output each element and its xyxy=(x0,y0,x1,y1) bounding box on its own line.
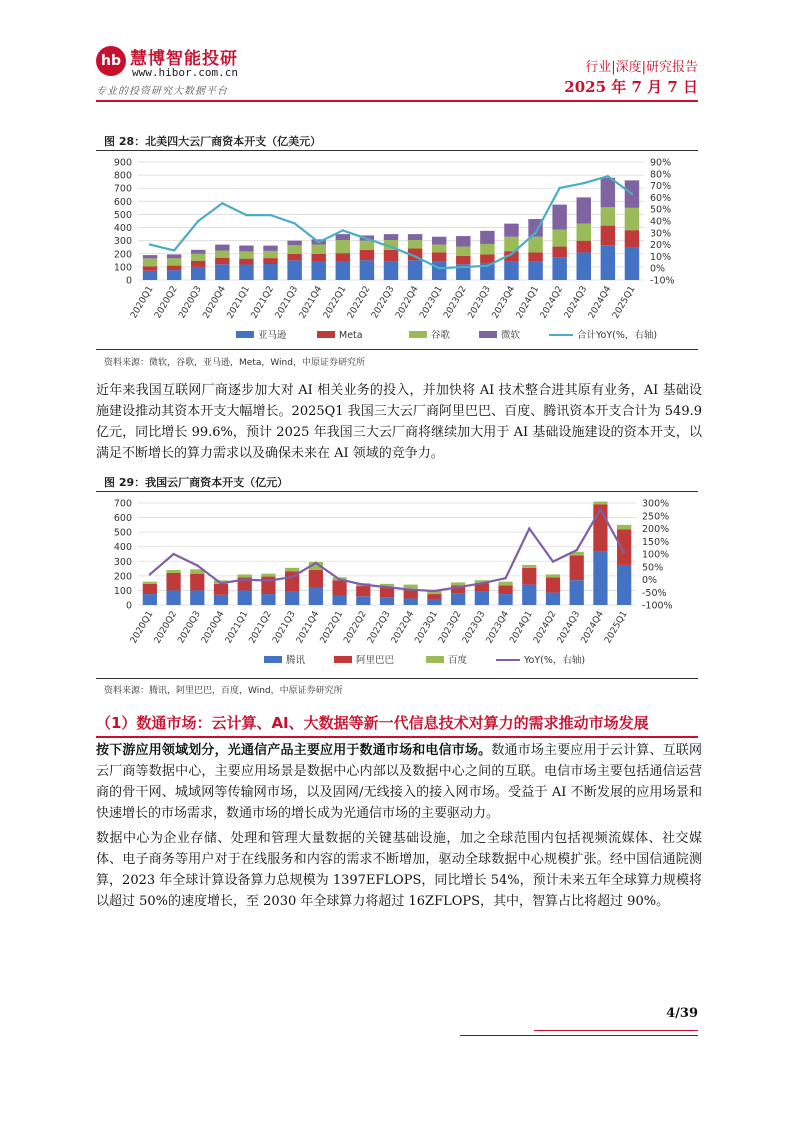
bar-2-2024Q1 xyxy=(522,565,536,568)
bar-2-2025Q1 xyxy=(617,525,631,529)
y-tick-label: 100 xyxy=(113,585,132,597)
x-tick-label: 2021Q3 xyxy=(271,609,298,646)
y2-tick-label: 150% xyxy=(642,536,670,548)
bar-2-2020Q1 xyxy=(143,582,157,584)
x-tick-label: 2022Q1 xyxy=(318,609,346,646)
y2-tick-label: 100% xyxy=(642,549,670,561)
figure28-title: 图 28：北美四大云厂商资本开支（亿美元） xyxy=(104,135,322,148)
bar-0-2021Q2 xyxy=(261,594,275,605)
bar-2-2023Q3 xyxy=(480,244,494,254)
legend-swatch xyxy=(317,331,335,338)
legend-label: 亚马逊 xyxy=(258,330,287,341)
yoy-point-2021Q3 xyxy=(293,222,295,224)
section-divider xyxy=(96,736,698,738)
bar-0-2024Q1 xyxy=(522,585,536,605)
bar-3-2022Q4 xyxy=(408,234,422,240)
bar-3-2020Q2 xyxy=(167,254,181,258)
yoy-point-2024Q1 xyxy=(534,232,536,234)
bar-1-2020Q2 xyxy=(166,573,180,590)
y-tick-label: 100 xyxy=(113,262,132,274)
paragraph-2-body: 数通市场主要应用于云计算、互联网云厂商等数据中心，主要应用场景是数据中心内部以及数据中心之间的互联。电信市场主要包括通信运营商的骨干网、城域网等传输网市场，以及固网/无线接入的接入网市场。受益于 AI 不断发展的应用场景和快速增长的市场需求，数通市场的增长成为光通信市场的主要驱动力。 xyxy=(96,743,702,821)
bar-1-2021Q3 xyxy=(287,254,301,261)
legend-label: 谷歌 xyxy=(431,330,451,341)
bar-0-2024Q4 xyxy=(593,551,607,605)
yoy-point-2020Q1 xyxy=(149,573,151,575)
bar-1-2020Q1 xyxy=(143,584,157,594)
bar-3-2023Q4 xyxy=(504,224,518,237)
y2-tick-label: -10% xyxy=(650,275,675,287)
bar-2-2023Q2 xyxy=(456,247,470,256)
bar-2-2020Q2 xyxy=(167,258,181,265)
logo-slogan: 专业的投资研究大数据平台 xyxy=(96,86,228,97)
bar-2-2022Q4 xyxy=(408,240,422,249)
yoy-point-2020Q2 xyxy=(173,249,175,251)
bar-0-2021Q2 xyxy=(263,264,277,280)
y2-tick-label: 70% xyxy=(650,181,672,193)
y2-tick-label: 60% xyxy=(650,192,672,204)
x-tick-label: 2020Q2 xyxy=(153,284,180,321)
bar-0-2020Q3 xyxy=(191,267,205,280)
bar-0-2020Q3 xyxy=(190,590,204,605)
yoy-point-2020Q3 xyxy=(196,564,198,566)
bar-1-2022Q2 xyxy=(356,586,370,596)
bar-1-2020Q3 xyxy=(190,574,204,591)
y-tick-label: 200 xyxy=(113,571,132,583)
bar-1-2025Q1 xyxy=(617,529,631,565)
legend-swatch xyxy=(479,331,497,338)
y-tick-label: 900 xyxy=(113,157,132,169)
bar-0-2020Q2 xyxy=(167,270,181,280)
yoy-point-2023Q1 xyxy=(433,590,435,592)
bar-1-2024Q3 xyxy=(570,555,584,580)
yoy-point-2022Q1 xyxy=(338,578,340,580)
bar-0-2022Q4 xyxy=(408,260,422,280)
bar-2-2021Q4 xyxy=(311,245,325,254)
x-tick-label: 2024Q1 xyxy=(508,609,535,646)
x-tick-label: 2025Q1 xyxy=(603,609,630,646)
bar-0-2024Q3 xyxy=(570,580,584,605)
y-tick-label: 400 xyxy=(113,223,132,235)
x-tick-label: 2020Q1 xyxy=(128,609,156,646)
bar-0-2025Q1 xyxy=(617,565,631,605)
yoy-point-2023Q3 xyxy=(486,265,488,267)
y-tick-label: 0 xyxy=(125,275,132,287)
bar-1-2024Q3 xyxy=(577,241,591,253)
bar-0-2023Q4 xyxy=(498,594,512,605)
yoy-point-2025Q1 xyxy=(623,552,625,554)
figure28-bottom-rule xyxy=(96,349,698,350)
x-tick-label: 2021Q2 xyxy=(247,609,275,646)
bar-2-2021Q3 xyxy=(287,245,301,254)
logo-url[interactable]: www.hibor.com.cn xyxy=(132,66,238,79)
bar-1-2022Q3 xyxy=(380,588,394,598)
report-date: 2025 年 7 月 7 日 xyxy=(564,78,698,96)
bar-1-2025Q1 xyxy=(625,230,639,248)
bar-3-2024Q3 xyxy=(577,197,591,223)
legend-label: 阿里巴巴 xyxy=(356,655,395,666)
yoy-point-2020Q4 xyxy=(221,202,223,204)
bar-1-2020Q3 xyxy=(191,261,205,267)
bar-2-2023Q4 xyxy=(498,582,512,586)
bar-2-2020Q3 xyxy=(191,254,205,261)
x-tick-label: 2024Q4 xyxy=(579,609,607,646)
y-tick-label: 800 xyxy=(113,170,132,182)
bar-0-2021Q3 xyxy=(285,592,299,605)
bar-0-2021Q1 xyxy=(238,590,252,605)
bar-3-2023Q2 xyxy=(456,236,470,246)
figure28-top-rule xyxy=(96,150,698,151)
y2-tick-label: 200% xyxy=(642,524,670,535)
bar-0-2023Q1 xyxy=(427,600,441,605)
bar-1-2024Q1 xyxy=(528,252,542,261)
bar-2-2021Q1 xyxy=(239,251,253,258)
bar-2-2021Q3 xyxy=(285,568,299,572)
y-tick-label: 400 xyxy=(113,542,132,554)
page-number: 4/39 xyxy=(666,1006,698,1021)
legend-label: 腾讯 xyxy=(286,655,306,666)
x-tick-label: 2022Q3 xyxy=(366,609,393,646)
bar-0-2023Q1 xyxy=(432,262,446,280)
yoy-point-2023Q4 xyxy=(504,577,506,579)
x-tick-label: 2021Q1 xyxy=(223,609,251,646)
figure29-bottom-rule xyxy=(96,678,698,679)
yoy-point-2021Q1 xyxy=(244,578,246,580)
bar-0-2025Q1 xyxy=(625,248,639,280)
x-tick-label: 2021Q2 xyxy=(249,284,277,321)
y-tick-label: 500 xyxy=(113,209,132,221)
logo-name: 慧博智能投研 xyxy=(130,49,238,69)
bar-3-2024Q4 xyxy=(601,178,615,208)
bar-3-2021Q2 xyxy=(263,246,277,251)
bar-2-2023Q1 xyxy=(432,245,446,253)
yoy-point-2020Q2 xyxy=(172,553,174,555)
bar-0-2023Q4 xyxy=(504,262,518,280)
paragraph-2-lead: 按下游应用领域划分，光通信产品主要应用于数通市场和电信市场。 xyxy=(96,743,492,758)
bar-0-2020Q1 xyxy=(143,271,157,280)
yoy-point-2022Q3 xyxy=(386,586,388,588)
bar-1-2023Q4 xyxy=(498,585,512,594)
paragraph-2 xyxy=(96,740,702,824)
yoy-point-2024Q4 xyxy=(599,508,601,510)
yoy-point-2021Q4 xyxy=(315,562,317,564)
yoy-point-2022Q4 xyxy=(414,255,416,257)
y-tick-label: 500 xyxy=(113,527,132,539)
figure28-source: 资料来源：微软，谷歌，亚马逊，Meta，Wind，中原证券研究所 xyxy=(104,358,365,368)
yoy-point-2022Q3 xyxy=(390,246,392,248)
yoy-point-2022Q4 xyxy=(410,589,412,591)
yoy-point-2025Q1 xyxy=(631,193,633,195)
bar-0-2024Q4 xyxy=(601,245,615,280)
figure29-chart xyxy=(96,493,698,677)
y2-tick-label: -100% xyxy=(642,600,673,612)
yoy-point-2022Q2 xyxy=(366,238,368,240)
bar-0-2024Q3 xyxy=(577,252,591,280)
x-tick-label: 2020Q1 xyxy=(129,284,156,321)
bar-0-2022Q4 xyxy=(404,598,418,605)
yoy-point-2020Q4 xyxy=(220,582,222,584)
x-tick-label: 2023Q2 xyxy=(442,284,469,321)
y2-tick-label: 30% xyxy=(650,228,672,240)
x-tick-label: 2022Q4 xyxy=(394,284,421,321)
x-tick-label: 2024Q2 xyxy=(532,609,559,646)
bar-0-2020Q2 xyxy=(166,590,180,605)
x-tick-label: 2023Q4 xyxy=(484,609,512,646)
bar-3-2022Q3 xyxy=(384,234,398,240)
bar-1-2023Q1 xyxy=(427,594,441,600)
x-tick-label: 2024Q4 xyxy=(586,284,614,321)
bar-3-2020Q4 xyxy=(215,245,229,251)
bar-0-2021Q1 xyxy=(239,265,253,280)
x-tick-label: 2021Q4 xyxy=(294,609,322,646)
bar-3-2022Q1 xyxy=(336,234,350,240)
y2-tick-label: 300% xyxy=(642,498,670,510)
y-tick-label: 700 xyxy=(113,183,132,195)
x-tick-label: 2023Q3 xyxy=(466,284,493,321)
yoy-point-2020Q1 xyxy=(149,243,151,245)
bar-2-2020Q4 xyxy=(215,251,229,258)
legend-swatch xyxy=(236,331,254,338)
x-tick-label: 2023Q1 xyxy=(413,609,441,646)
bar-1-2023Q2 xyxy=(456,256,470,265)
y-tick-label: 200 xyxy=(113,249,132,261)
legend-label: 百度 xyxy=(448,655,468,666)
legend-swatch xyxy=(426,656,444,663)
yoy-point-2023Q4 xyxy=(510,253,512,255)
yoy-point-2024Q2 xyxy=(552,560,554,562)
bar-3-2020Q3 xyxy=(191,250,205,254)
y2-tick-label: 250% xyxy=(642,511,670,523)
bar-2-2024Q2 xyxy=(552,230,566,247)
bar-2-2022Q2 xyxy=(360,241,374,250)
bar-2-2020Q1 xyxy=(143,258,157,266)
y2-tick-label: 90% xyxy=(650,157,672,169)
legend-swatch xyxy=(409,331,427,338)
yoy-point-2024Q3 xyxy=(583,182,585,184)
bar-1-2020Q1 xyxy=(143,266,157,271)
x-tick-label: 2022Q2 xyxy=(345,284,373,321)
footer-rule-dark xyxy=(460,1035,698,1036)
x-tick-label: 2023Q2 xyxy=(437,609,464,646)
bar-1-2021Q2 xyxy=(263,258,277,264)
bar-0-2022Q1 xyxy=(332,596,346,605)
logo-icon: hb xyxy=(96,46,126,76)
x-tick-label: 2022Q3 xyxy=(370,284,397,321)
bar-1-2021Q4 xyxy=(309,570,323,587)
bar-1-2022Q1 xyxy=(336,253,350,261)
bar-1-2024Q2 xyxy=(552,247,566,258)
bar-1-2022Q3 xyxy=(384,250,398,262)
bar-2-2024Q2 xyxy=(546,574,560,577)
bar-2-2024Q1 xyxy=(528,237,542,253)
x-tick-label: 2021Q1 xyxy=(225,284,253,321)
x-tick-label: 2021Q4 xyxy=(297,284,325,321)
bar-1-2020Q4 xyxy=(215,258,229,265)
bar-0-2024Q2 xyxy=(546,593,560,605)
bar-0-2022Q2 xyxy=(356,596,370,605)
bar-3-2023Q1 xyxy=(432,237,446,245)
bar-0-2020Q4 xyxy=(215,264,229,280)
paragraph-3: 数据中心为企业存储、处理和管理大量数据的关键基础设施，加之全球范围内包括视频流媒体、社交媒体、电子商务等用户对于在线服务和内容的需求不断增加，驱动全球数据中心规模扩张。经中国信通院测算，2023 年全球计算设备算力总规模为 1397EFLOPS，同比增长 54%，预计未来五年全球算力规模将以超过 50%的速度增长，至 2030 年全球算力将超过 16ZFLOPS，其中，智算占比将超过 90%。 xyxy=(96,831,702,909)
y2-tick-label: 0% xyxy=(650,263,666,275)
x-tick-label: 2022Q4 xyxy=(389,609,417,646)
bar-3-2021Q1 xyxy=(239,246,253,252)
yoy-point-2022Q1 xyxy=(342,229,344,231)
y2-tick-label: 10% xyxy=(650,251,672,263)
yoy-point-2024Q1 xyxy=(528,527,530,529)
yoy-point-2023Q3 xyxy=(481,582,483,584)
bar-0-2023Q3 xyxy=(475,592,489,605)
x-tick-label: 2024Q3 xyxy=(555,609,583,646)
bar-0-2023Q2 xyxy=(451,593,465,605)
bar-0-2020Q1 xyxy=(143,594,157,605)
x-tick-label: 2023Q4 xyxy=(490,284,518,321)
bar-3-2024Q2 xyxy=(552,205,566,230)
yoy-point-2024Q3 xyxy=(576,549,578,551)
bar-1-2024Q1 xyxy=(522,568,536,585)
x-tick-label: 2024Q3 xyxy=(562,284,590,321)
bar-1-2022Q1 xyxy=(332,580,346,595)
x-tick-label: 2020Q4 xyxy=(201,284,228,321)
bar-0-2024Q2 xyxy=(552,258,566,280)
bar-2-2025Q1 xyxy=(625,208,639,230)
bar-0-2020Q4 xyxy=(214,595,228,605)
figure28-chart xyxy=(96,152,698,348)
x-tick-label: 2022Q1 xyxy=(321,284,349,321)
bar-2-2023Q2 xyxy=(451,582,465,585)
paragraph-1: 近年来我国互联网厂商逐步加大对 AI 相关业务的投入，并加快将 AI 技术整合进其原有业务，AI 基础设施建设推动其资本开支大幅增长。2025Q1 我国三大云厂商阿里巴巴、百度、腾讯资本开支合计为 549.9 亿元，同比增长 99.6%，预计 2025 年我国三大云厂商将继续加大用于 AI 基础设施建设的资本开支，以满足不断增长的算力需求以及确保未来在 AI 领域的竞争力。 xyxy=(96,383,702,461)
y2-tick-label: 50% xyxy=(650,204,672,216)
bar-2-2021Q2 xyxy=(263,251,277,258)
x-tick-label: 2020Q2 xyxy=(152,609,180,646)
bar-3-2021Q3 xyxy=(287,241,301,246)
yoy-point-2021Q3 xyxy=(291,576,293,578)
yoy-point-2024Q4 xyxy=(607,175,609,177)
bar-1-2022Q2 xyxy=(360,250,374,260)
bar-0-2021Q4 xyxy=(309,588,323,605)
x-tick-label: 2023Q3 xyxy=(460,609,488,646)
yoy-point-2022Q2 xyxy=(362,583,364,585)
y2-tick-label: 20% xyxy=(650,240,672,252)
yoy-point-2021Q2 xyxy=(267,580,269,582)
legend-label: Meta xyxy=(339,330,363,341)
header-divider xyxy=(96,100,698,102)
y2-tick-label: 50% xyxy=(642,562,664,574)
bar-2-2021Q1 xyxy=(238,574,252,577)
yoy-point-2021Q4 xyxy=(318,241,320,243)
legend-swatch xyxy=(334,656,352,663)
y-tick-label: 600 xyxy=(113,196,132,208)
yoy-point-2023Q2 xyxy=(462,266,464,268)
legend-label: YoY(%，右轴) xyxy=(524,655,586,666)
bar-3-2023Q3 xyxy=(480,231,494,244)
legend-label: 微软 xyxy=(501,330,521,341)
bar-1-2024Q2 xyxy=(546,577,560,592)
bar-1-2023Q3 xyxy=(480,254,494,263)
section-heading: （1）数通市场：云计算、AI、大数据等新一代信息技术对算力的需求推动市场发展 xyxy=(96,714,649,732)
x-tick-label: 2024Q2 xyxy=(538,284,566,321)
x-tick-label: 2024Q1 xyxy=(514,284,542,321)
report-type: 行业|深度|研究报告 xyxy=(585,60,698,75)
y2-tick-label: 0% xyxy=(642,575,658,586)
yoy-point-2023Q2 xyxy=(457,586,459,588)
yoy-point-2023Q1 xyxy=(438,267,440,269)
yoy-point-2021Q2 xyxy=(269,214,271,216)
x-tick-label: 2023Q1 xyxy=(418,284,445,321)
yoy-point-2020Q3 xyxy=(197,220,199,222)
bar-2-2021Q2 xyxy=(261,574,275,577)
y-tick-label: 300 xyxy=(113,236,132,248)
footer-rule-red xyxy=(534,1030,698,1031)
bar-0-2022Q1 xyxy=(336,261,350,280)
bar-2-2020Q2 xyxy=(166,570,180,573)
legend-swatch xyxy=(264,656,282,663)
y-tick-label: 300 xyxy=(113,556,132,568)
figure29-top-rule xyxy=(96,491,698,492)
x-tick-label: 2021Q3 xyxy=(273,284,301,321)
y2-tick-label: 80% xyxy=(650,169,672,181)
x-tick-label: 2020Q3 xyxy=(177,284,204,321)
y-tick-label: 0 xyxy=(125,600,132,612)
bar-1-2023Q1 xyxy=(432,252,446,261)
bar-0-2024Q1 xyxy=(528,262,542,280)
bar-2-2024Q4 xyxy=(593,502,607,505)
figure29-source: 资料来源：腾讯，阿里巴巴，百度，Wind，中原证券研究所 xyxy=(104,686,343,696)
y-tick-label: 600 xyxy=(113,513,132,525)
bar-1-2024Q4 xyxy=(601,226,615,246)
bar-0-2021Q3 xyxy=(287,260,301,280)
yoy-point-2024Q2 xyxy=(558,187,560,189)
figure29-title: 图 29：我国云厂商资本开支（亿元） xyxy=(104,476,289,489)
bar-3-2020Q1 xyxy=(143,255,157,258)
y2-tick-label: 40% xyxy=(650,216,672,228)
x-tick-label: 2020Q3 xyxy=(176,609,203,646)
bar-1-2021Q1 xyxy=(239,259,253,265)
bar-1-2021Q4 xyxy=(311,254,325,261)
legend-label: 合计YoY(%，右轴) xyxy=(577,330,658,341)
bar-0-2022Q2 xyxy=(360,260,374,280)
x-tick-label: 2022Q2 xyxy=(342,609,369,646)
bar-2-2024Q4 xyxy=(601,207,615,225)
bar-0-2022Q3 xyxy=(380,598,394,605)
bar-0-2022Q3 xyxy=(384,262,398,280)
bar-2-2022Q1 xyxy=(336,240,350,253)
y-tick-label: 700 xyxy=(113,498,132,510)
x-tick-label: 2025Q1 xyxy=(611,284,638,321)
bar-0-2021Q4 xyxy=(311,261,325,280)
bar-1-2020Q2 xyxy=(167,266,181,271)
y2-tick-label: -50% xyxy=(642,587,667,599)
bar-2-2024Q3 xyxy=(577,224,591,241)
yoy-point-2021Q1 xyxy=(245,214,247,216)
bar-1-2020Q4 xyxy=(214,584,228,595)
x-tick-label: 2020Q4 xyxy=(200,609,227,646)
